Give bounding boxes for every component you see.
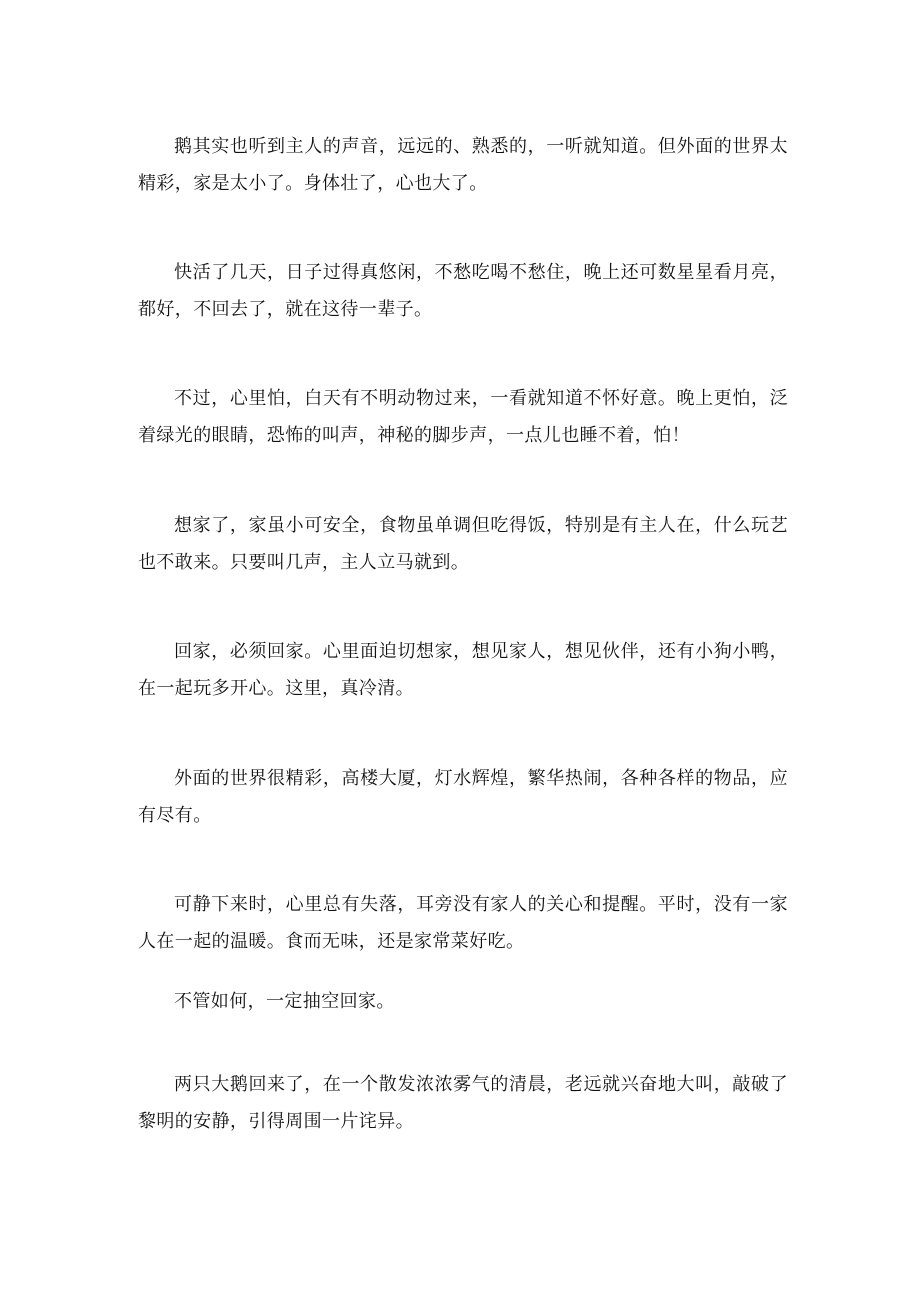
paragraph-7: 可静下来时，心里总有失落，耳旁没有家人的关心和提醒。平时，没有一家人在一起的温暖。食而无味，还是家常菜好吃。 (138, 894, 788, 952)
paragraph-5: 回家，必须回家。心里面迫切想家，想见家人，想见伙伴，还有小狗小鸭，在一起玩多开心。这里，真冷清。 (138, 641, 788, 699)
paragraph-8: 不管如何，一定抽空回家。 (174, 991, 395, 1012)
paragraph-4: 想家了，家虽小可安全，食物虽单调但吃得饭，特别是有主人在，什么玩艺也不敢来。只要叫几声，主人立马就到。 (138, 515, 788, 573)
paragraph-3: 不过，心里怕，白天有不明动物过来，一看就知道不怀好意。晚上更怕，泛着绿光的眼睛，恐怖的叫声，神秘的脚步声，一点儿也睡不着，怕！ (138, 388, 788, 446)
paragraph-9: 两只大鹅回来了，在一个散发浓浓雾气的清晨，老远就兴奋地大叫，敲破了黎明的安静，引得周围一片诧异。 (138, 1074, 788, 1132)
paragraph-2: 快活了几天，日子过得真悠闲，不愁吃喝不愁住，晚上还可数星星看月亮，都好，不回去了，就在这待一辈子。 (138, 262, 788, 320)
paragraph-1: 鹅其实也听到主人的声音，远远的、熟悉的，一听就知道。但外面的世界太精彩，家是太小了。身体壮了，心也大了。 (138, 136, 788, 194)
paragraph-6: 外面的世界很精彩，高楼大厦，灯水辉煌，繁华热闹，各种各样的物品，应有尽有。 (138, 768, 788, 826)
